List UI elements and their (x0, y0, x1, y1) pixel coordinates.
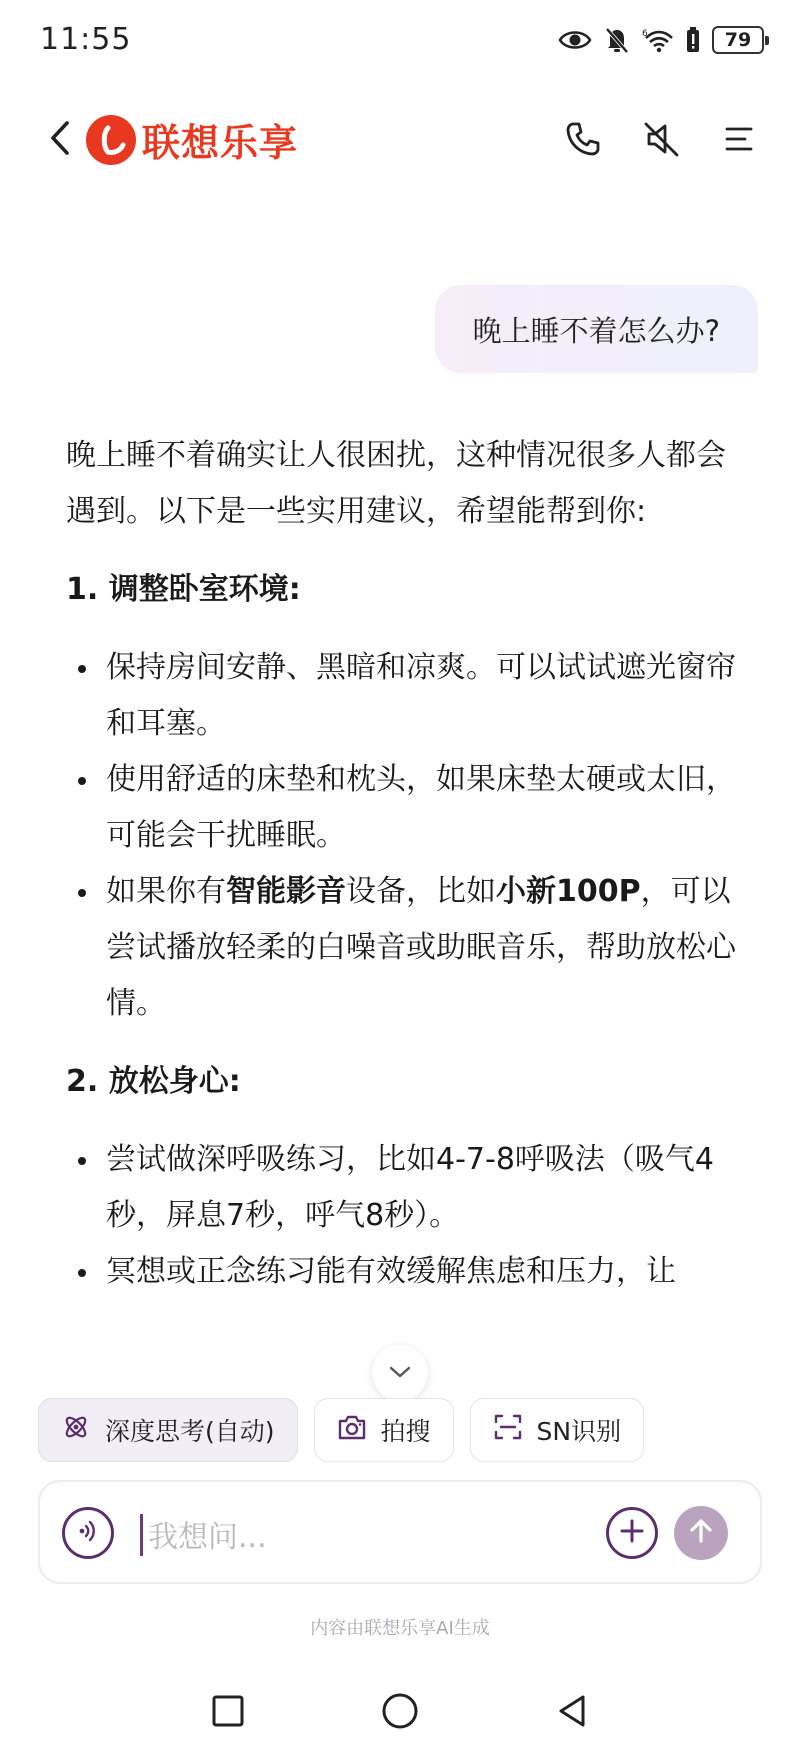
brand-logo (86, 115, 136, 165)
item-text: 如果你有 (106, 874, 226, 909)
item-text: ，可以尝试播放轻柔的白噪音或助眠音乐，帮助放松心情。 (106, 874, 736, 1021)
chevron-down-icon (388, 1364, 412, 1383)
triangle-back-icon (555, 1693, 589, 1733)
battery-icon: 79 (712, 26, 764, 54)
app-header (0, 100, 800, 180)
mute-speaker-icon (641, 119, 681, 163)
back-icon (49, 120, 71, 160)
section-title: 2. 放松身心: (66, 1064, 241, 1099)
system-nav-bar (0, 1676, 800, 1758)
message-input[interactable]: 我想问... (148, 1520, 267, 1555)
list-item: 尝试做深呼吸练习，比如4-7-8呼吸法（吸气4秒，屏息7秒，呼气8秒）。 (66, 1132, 736, 1244)
plus-icon (619, 1518, 645, 1548)
list-item: 使用舒适的床垫和枕头，如果床垫太硬或太旧，可能会干扰睡眠。 (66, 752, 736, 864)
ai-answer (66, 428, 736, 1300)
menu-button[interactable] (716, 118, 762, 164)
status-time: 11:55 (40, 22, 132, 57)
text-caret (140, 1514, 143, 1556)
phone-button[interactable] (560, 118, 606, 164)
section-list (66, 1132, 736, 1300)
sn-recognition-chip[interactable] (470, 1398, 645, 1462)
scroll-down-button[interactable] (372, 1345, 428, 1401)
chip-label: SN识别 (536, 1417, 622, 1446)
add-attachment-button[interactable] (606, 1507, 658, 1559)
mute-bell-icon (604, 26, 630, 54)
section-title: 1. 调整卧室环境: (66, 572, 301, 607)
chip-label: 深度思考(自动) (105, 1417, 275, 1446)
wifi-icon (642, 27, 674, 53)
answer-intro: 晚上睡不着确实让人很困扰，这种情况很多人都会遇到。以下是一些实用建议，希望能帮到你: (66, 438, 726, 529)
home-button[interactable] (375, 1688, 425, 1738)
voice-button[interactable] (62, 1507, 114, 1559)
section-list (66, 640, 736, 1032)
brand-name: 联想乐享 (142, 121, 299, 165)
list-item (66, 864, 736, 1032)
ai-disclaimer: 内容由联想乐享AI生成 (310, 1618, 490, 1639)
chip-label: 拍搜 (380, 1417, 431, 1446)
back-nav-button[interactable] (547, 1688, 597, 1738)
battery-alert-icon (686, 27, 700, 53)
svg-text:6: 6 (642, 29, 648, 39)
voice-wave-icon (73, 1516, 103, 1550)
item-bold-text: 智能影音 (226, 874, 346, 909)
arrow-up-icon (688, 1517, 714, 1549)
brand (86, 112, 298, 167)
atom-icon (61, 1412, 91, 1448)
square-icon (211, 1694, 245, 1732)
phone-icon (564, 120, 602, 162)
item-bold-text: 小新100P (496, 874, 641, 909)
back-button[interactable] (40, 118, 80, 162)
eye-icon (558, 28, 592, 52)
user-message-bubble: 晚上睡不着怎么办? (435, 285, 758, 373)
list-item: 冥想或正念练习能有效缓解焦虑和压力，让 (66, 1244, 736, 1300)
recents-button[interactable] (203, 1688, 253, 1738)
input-bar (38, 1480, 762, 1584)
menu-icon (723, 124, 755, 158)
mute-speaker-button[interactable] (638, 118, 684, 164)
status-bar (0, 0, 800, 80)
send-button[interactable] (674, 1506, 728, 1560)
circle-icon (381, 1692, 419, 1734)
camera-icon (337, 1413, 367, 1447)
scan-icon (493, 1413, 523, 1447)
item-text: 设备，比如 (346, 874, 496, 909)
status-icons (558, 22, 764, 58)
list-item: 保持房间安静、黑暗和凉爽。可以试试遮光窗帘和耳塞。 (66, 640, 736, 752)
photo-search-chip[interactable] (314, 1398, 454, 1462)
quick-action-chips (38, 1398, 644, 1462)
deep-think-chip[interactable] (38, 1398, 298, 1462)
